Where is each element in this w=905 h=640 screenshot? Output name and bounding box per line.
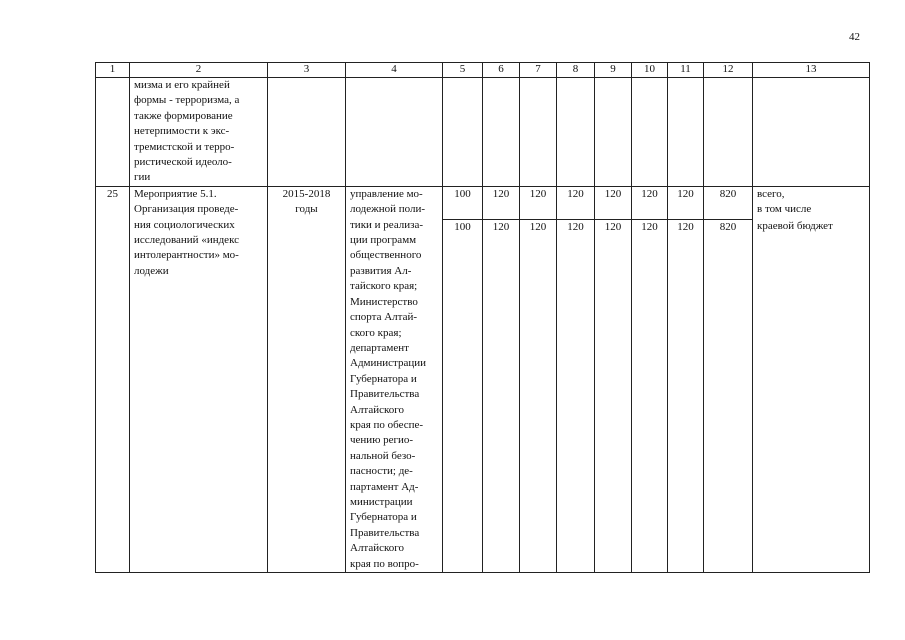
header-cell: 9 xyxy=(595,63,632,78)
table-cell xyxy=(668,78,704,187)
funding-total: 820 xyxy=(704,186,753,219)
table-cell xyxy=(483,236,520,573)
funding-value: 120 xyxy=(668,186,704,219)
header-cell: 11 xyxy=(668,63,704,78)
responsible-executor: управление мо- лодежной поли- тики и реализа- ции программ общественного развития Ал- тайского края; Министерство спорта Алтай- ского края; департамент Администрации Губернатора и Правительства Алтайского края по обеспе- чению регио- нальной безо- пасности; де- партамент Ад- министрации Губернатора и Правительства Алтайского края по вопро- xyxy=(346,186,443,572)
measure-name: Мероприятие 5.1. Организация проведе- ния социологических исследований «индекс интолерантности» мо- лодежи xyxy=(130,186,268,572)
funding-value: 120 xyxy=(557,219,595,236)
header-cell: 4 xyxy=(346,63,443,78)
funding-value: 120 xyxy=(595,186,632,219)
table-cell xyxy=(668,236,704,573)
funding-value: 120 xyxy=(520,219,557,236)
funding-value: 120 xyxy=(595,219,632,236)
table-cell xyxy=(520,236,557,573)
table-row-25-total xyxy=(96,186,870,219)
header-cell: 8 xyxy=(557,63,595,78)
header-cell: 13 xyxy=(753,63,870,78)
funding-value: 120 xyxy=(668,219,704,236)
funding-value: 120 xyxy=(483,186,520,219)
table-cell xyxy=(557,236,595,573)
funding-value: 120 xyxy=(632,219,668,236)
table-cell xyxy=(520,78,557,187)
table-cell xyxy=(632,236,668,573)
table-cell xyxy=(557,78,595,187)
table-cell xyxy=(632,78,668,187)
table-cell xyxy=(753,78,870,187)
table-cell xyxy=(443,78,483,187)
implementation-period: 2015-2018 годы xyxy=(268,186,346,572)
funding-value: 120 xyxy=(483,219,520,236)
table-cell xyxy=(443,236,483,573)
header-cell: 1 xyxy=(96,63,130,78)
table-cell xyxy=(704,236,753,573)
funding-value: 100 xyxy=(443,219,483,236)
header-cell: 3 xyxy=(268,63,346,78)
funding-source: всего, в том числе xyxy=(753,186,870,219)
table-cell xyxy=(268,78,346,187)
header-cell: 10 xyxy=(632,63,668,78)
continued-description: мизма и его крайней формы - терроризма, а также формирование нетерпимости к экс- тремистской и терро- ристической идеоло- гии xyxy=(130,78,268,187)
funding-value: 120 xyxy=(632,186,668,219)
page-number: 42 xyxy=(849,31,860,43)
table-cell xyxy=(96,78,130,187)
funding-value: 100 xyxy=(443,186,483,219)
program-table xyxy=(95,62,870,573)
table-cell xyxy=(483,78,520,187)
header-cell: 5 xyxy=(443,63,483,78)
funding-source: краевой бюджет xyxy=(753,219,870,236)
table-cell xyxy=(595,78,632,187)
table-cell xyxy=(595,236,632,573)
header-cell: 2 xyxy=(130,63,268,78)
table-cell xyxy=(753,236,870,573)
table-cell xyxy=(704,78,753,187)
funding-value: 120 xyxy=(557,186,595,219)
table-cell xyxy=(346,78,443,187)
header-cell: 6 xyxy=(483,63,520,78)
funding-total: 820 xyxy=(704,219,753,236)
header-cell: 12 xyxy=(704,63,753,78)
table-row-continuation xyxy=(96,78,870,187)
row-number: 25 xyxy=(96,186,130,572)
funding-value: 120 xyxy=(520,186,557,219)
table-header-row xyxy=(96,63,870,78)
header-cell: 7 xyxy=(520,63,557,78)
